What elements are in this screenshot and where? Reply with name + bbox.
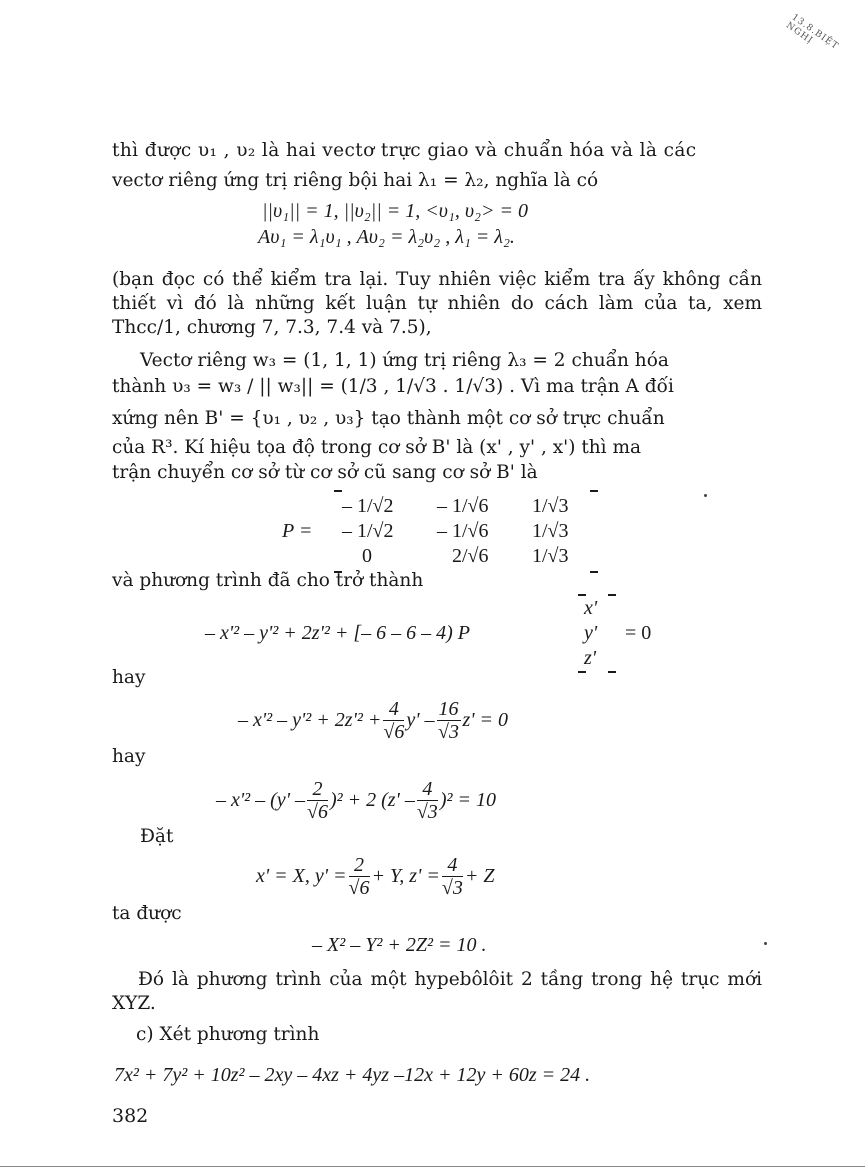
coordinate-vector bbox=[578, 594, 616, 673]
equation-1-right: = 0 bbox=[625, 622, 652, 644]
matrix-cell: 1/√3 bbox=[532, 520, 569, 542]
part-c-heading: c) Xét phương trình bbox=[136, 1024, 320, 1045]
hay-1: hay bbox=[112, 667, 146, 688]
fraction: $\frac{4}{√3}$ bbox=[416, 777, 438, 823]
matrix-cell: – 1/√6 bbox=[437, 520, 489, 542]
equation-norms: ||υ₁|| = 1, ||υ₂|| = 1, <υ₁, υ₂> = 0 bbox=[262, 200, 528, 222]
paragraph3-line-4: của R³. Kí hiệu tọa độ trong cơ sở B' là (x' , y' , x') thì ma bbox=[112, 437, 642, 458]
hay-2: hay bbox=[112, 746, 146, 767]
paragraph3-line-5: trận chuyển cơ sở từ cơ sở cũ sang cơ sở B' là bbox=[112, 462, 538, 483]
intro-line-2: vectơ riêng ứng trị riêng bội hai λ₁ = λ₂, nghĩa là có bbox=[112, 170, 599, 191]
conclusion-paragraph: Đó là phương trình của một hypebôlôit 2 tầng trong hệ trục mới XYZ. bbox=[112, 969, 762, 1014]
equation-5: – X² – Y² + 2Z² = 10 . bbox=[312, 934, 487, 956]
equation-2: – x'² – y'² + 2z'² + $\frac{4}{√6}$ y' – $\frac{16}{√3}$ z' = 0 bbox=[238, 697, 509, 743]
transition-matrix bbox=[334, 490, 598, 573]
matrix-row bbox=[342, 494, 590, 519]
matrix-row bbox=[342, 519, 590, 544]
equation-6: 7x² + 7y² + 10z² – 2xy – 4xz + 4yz –12x + 12y + 60z = 24 . bbox=[114, 1064, 591, 1086]
fraction: $\frac{2}{√6}$ bbox=[306, 777, 328, 823]
matrix-cell: – 1/√2 bbox=[342, 520, 394, 542]
matrix-cell: 1/√3 bbox=[532, 495, 569, 517]
equation-eigen: Aυ₁ = λ₁υ₁ , Aυ₂ = λ₂υ₂ , λ₁ = λ₂. bbox=[258, 226, 515, 248]
vector-entry: z' bbox=[584, 647, 597, 669]
equation-4: x' = X, y' = $\frac{2}{√6}$ + Y, z' = $\frac{4}{√3}$ + Z bbox=[256, 853, 495, 899]
library-stamp: 13.8.BIỆT NGHỊ bbox=[783, 12, 841, 53]
matrix-cell: 2/√6 bbox=[452, 545, 489, 567]
dat-label: Đặt bbox=[140, 826, 174, 847]
fraction: $\frac{4}{√6}$ bbox=[383, 697, 405, 743]
matrix-cell: 1/√3 bbox=[532, 545, 569, 567]
paragraph3-line-2: thành υ₃ = w₃ / || w₃|| = (1/3 , 1/√3 . 1/√3) . Vì ma trận A đối bbox=[112, 376, 674, 397]
matrix-row bbox=[342, 544, 590, 569]
matrix-label: P = bbox=[282, 520, 313, 542]
remark-paragraph: (bạn đọc có thể kiểm tra lại. Tuy nhiên việc kiểm tra ấy không cần thiết vì đó là những kết luận tự nhiên do cách làm của ta, xem Thcc/1, chương 7, 7.3, 7.4 và 7.5), bbox=[112, 269, 762, 338]
vector-entry: x' bbox=[584, 597, 598, 619]
matrix-cell: 0 bbox=[362, 545, 372, 567]
matrix-cell: – 1/√6 bbox=[437, 495, 489, 517]
speck bbox=[704, 494, 707, 497]
vector-entry: y' bbox=[584, 622, 598, 644]
transform-intro: và phương trình đã cho trở thành bbox=[112, 570, 424, 591]
equation-3: – x'² – (y' – $\frac{2}{√6}$ )² + 2 (z' – $\frac{4}{√3}$ )² = 10 bbox=[216, 777, 496, 823]
fraction: $\frac{4}{√3}$ bbox=[441, 853, 463, 899]
page-number: 382 bbox=[112, 1105, 149, 1127]
scan-edge-line bbox=[0, 1166, 865, 1167]
fraction: $\frac{2}{√6}$ bbox=[348, 853, 370, 899]
paragraph3-line-1: Vectơ riêng w₃ = (1, 1, 1) ứng trị riêng λ₃ = 2 chuẩn hóa bbox=[140, 350, 669, 371]
speck bbox=[764, 942, 767, 945]
equation-1-left: – x'² – y'² + 2z'² + [– 6 – 6 – 4) P bbox=[205, 622, 471, 644]
fraction: $\frac{16}{√3}$ bbox=[438, 697, 459, 743]
matrix-cell: – 1/√2 bbox=[342, 495, 394, 517]
intro-line-1: thì được υ₁ , υ₂ là hai vectơ trực giao và chuẩn hóa và là các bbox=[112, 140, 697, 161]
paragraph3-line-3: xứng nên B' = {υ₁ , υ₂ , υ₃} tạo thành một cơ sở trực chuẩn bbox=[112, 408, 665, 429]
ta-duoc-label: ta được bbox=[112, 903, 182, 924]
